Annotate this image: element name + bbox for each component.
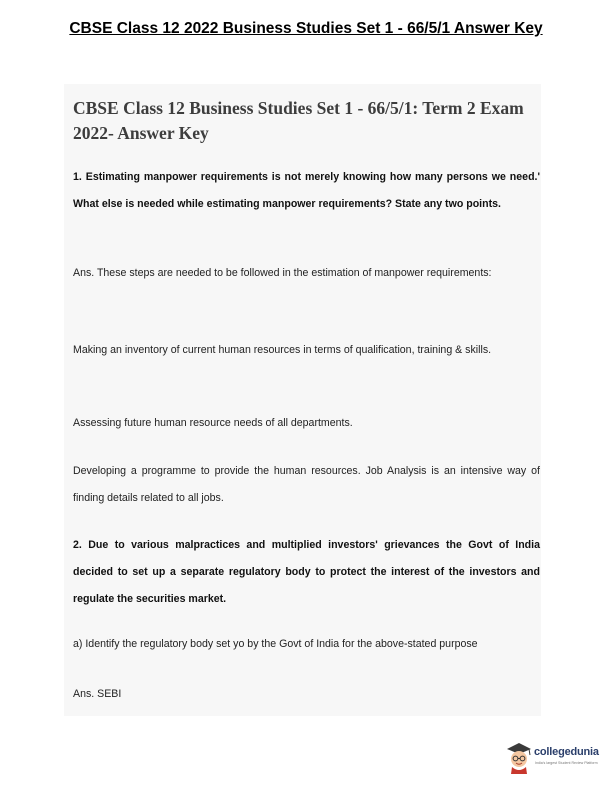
answer-2a: Ans. SEBI [73, 688, 122, 700]
answer-1-point-2: Assessing future human resource needs of all departments. [73, 417, 353, 429]
answer-1-point-1: Making an inventory of current human resources in terms of qualification, training & skills. [73, 344, 492, 356]
document-title: CBSE Class 12 2022 Business Studies Set 1 - 66/5/1 Answer Key [69, 20, 543, 37]
question-2: 2. Due to various malpractices and multiplied investors' grievances the Govt of India decided to set up a separate regulatory body to protect the interest of the investors and regulate the securities market. [73, 539, 540, 605]
answer-1-point-3: Developing a programme to provide the human resources. Job Analysis is an intensive way of finding details related to all jobs. [73, 465, 540, 504]
question-2a: a) Identify the regulatory body set yo by the Govt of India for the above-stated purpose [73, 638, 478, 650]
logo-wordmark: collegedunia [534, 746, 599, 758]
question-1: 1. Estimating manpower requirements is not merely knowing how many persons we need.' What else is needed while estimating manpower requirements? State any two points. [73, 171, 540, 210]
answer-1-intro: Ans. These steps are needed to be followed in the estimation of manpower requirements: [73, 267, 492, 279]
logo-tagline: India's largest Student Review Platform [535, 761, 598, 765]
collegedunia-logo [503, 740, 603, 780]
panel-heading: CBSE Class 12 Business Studies Set 1 - 66/5/1: Term 2 Exam 2022- Answer Key [73, 98, 524, 143]
graduate-mascot-icon [503, 740, 533, 774]
